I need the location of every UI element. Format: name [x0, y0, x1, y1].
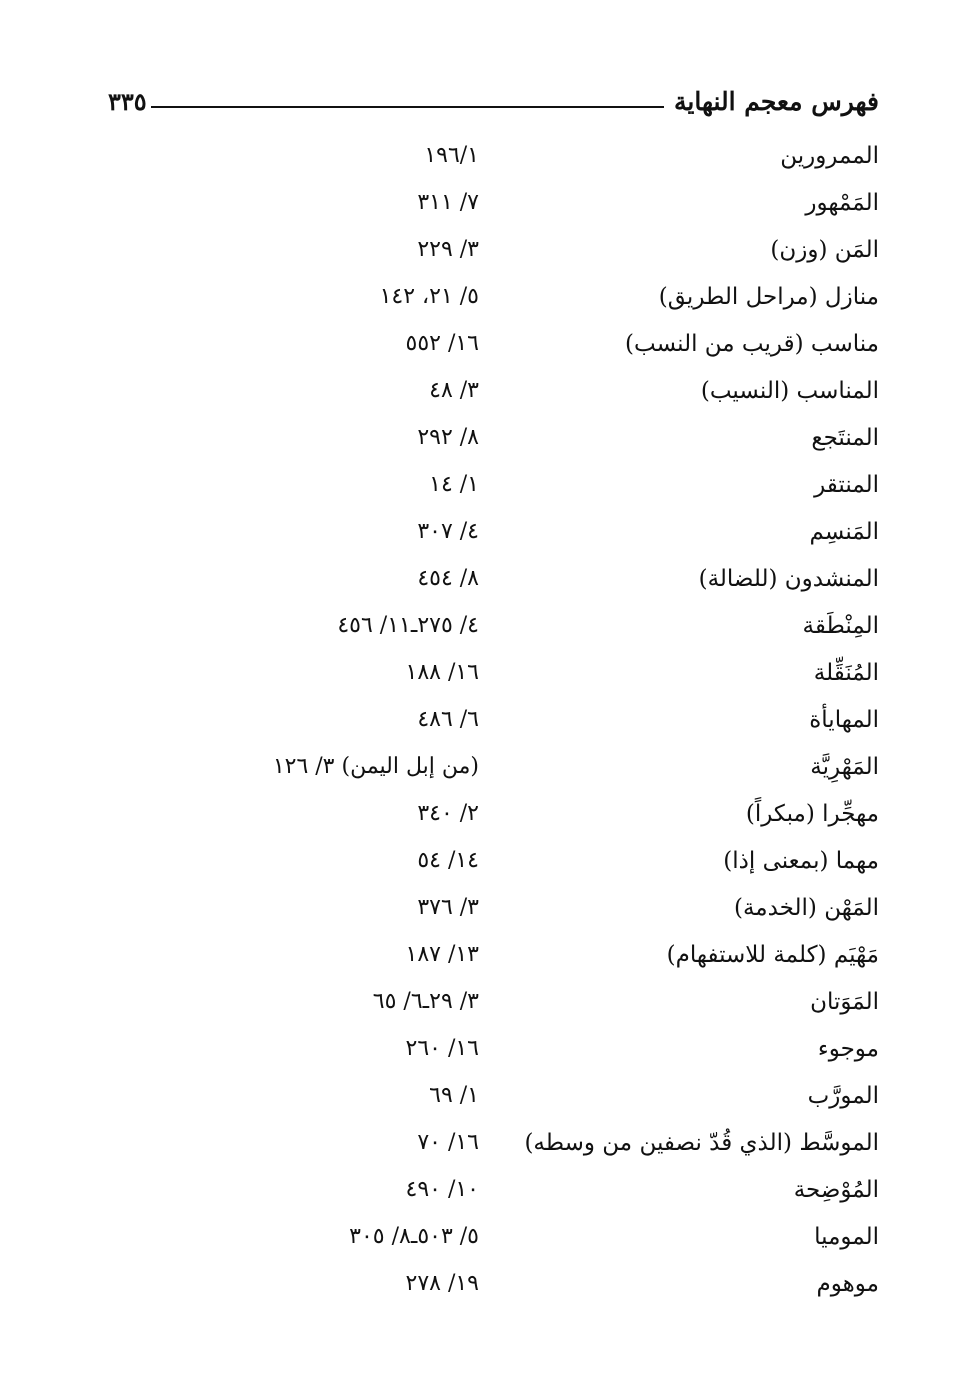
- entry-reference: ١٦/ ٧٠: [417, 1130, 479, 1155]
- entry-term: موهوم: [816, 1270, 879, 1297]
- index-entries: [80, 132, 879, 1307]
- entry-term: المنتَجع: [811, 424, 879, 451]
- index-entry: [80, 179, 879, 226]
- entry-reference: ٨/ ٤٥٤: [417, 566, 479, 591]
- index-entry: [80, 132, 879, 179]
- entry-reference: ٧/ ٣١١: [417, 190, 479, 215]
- index-entry: [80, 931, 879, 978]
- entry-reference: ١٤/ ٥٤: [417, 848, 479, 873]
- entry-term: المناسب (النسيب): [700, 377, 879, 404]
- entry-reference: ٣/ ٢٢٩: [417, 237, 479, 262]
- entry-reference: ١٠/ ٤٩٠: [405, 1177, 479, 1202]
- entry-reference: ١٣/ ١٨٧: [405, 942, 479, 967]
- entry-term: المُنَقِّلة: [813, 659, 879, 686]
- entry-reference: ٤/ ٢٧٥ـ١١/ ٤٥٦: [337, 613, 479, 638]
- index-entry: [80, 978, 879, 1025]
- entry-term: المنشدون (للضالة): [698, 565, 879, 592]
- entry-term: الممرورين: [780, 142, 879, 169]
- entry-reference: ٦/ ٤٨٦: [417, 707, 479, 732]
- page-number: ٣٣٥: [108, 87, 147, 116]
- entry-reference: ١٦/ ١٨٨: [405, 660, 479, 685]
- entry-term: موجوء: [817, 1035, 879, 1062]
- index-entry: [80, 790, 879, 837]
- entry-reference: ١٦/ ٥٥٢: [405, 331, 479, 356]
- index-entry: [80, 555, 879, 602]
- entry-term: المنتقر: [814, 471, 879, 498]
- index-entry: [80, 414, 879, 461]
- entry-reference: ١٦/ ٢٦٠: [405, 1036, 479, 1061]
- entry-term: الموسَّط (الذي قُدّ نصفين من وسطه): [524, 1129, 879, 1156]
- index-entry: [80, 320, 879, 367]
- entry-term: المِنْطَقة: [802, 612, 879, 639]
- entry-term: مَهْيَم (كلمة للاستفهام): [666, 941, 879, 968]
- entry-term: المُوْضِحة: [793, 1176, 879, 1203]
- entry-reference: ١٩/ ٢٧٨: [405, 1271, 479, 1296]
- index-entry: [80, 837, 879, 884]
- entry-term: المورَّب: [807, 1082, 879, 1109]
- entry-reference: ٢/ ٣٤٠: [417, 801, 479, 826]
- entry-term: مهجِّرا (مبكراً): [745, 800, 879, 827]
- entry-reference: ٨/ ٢٩٢: [417, 425, 479, 450]
- entry-term: مناسب (قريب من النسب): [625, 330, 879, 357]
- entry-reference: ١/ ٦٩: [429, 1083, 479, 1108]
- header-title: فهرس معجم النهاية: [673, 87, 879, 116]
- index-entry: [80, 1166, 879, 1213]
- index-entry: [80, 743, 879, 790]
- index-entry: [80, 1119, 879, 1166]
- entry-reference: ٤/ ٣٠٧: [417, 519, 479, 544]
- entry-reference: ٥/ ٢١، ١٤٢: [379, 284, 479, 309]
- entry-reference: ١/ ١٤: [429, 472, 479, 497]
- index-entry: [80, 1260, 879, 1307]
- index-entry: [80, 367, 879, 414]
- entry-term: المَن (وزن): [770, 236, 879, 263]
- entry-reference: ٣/ ٢٩ـ٦/ ٦٥: [372, 989, 479, 1014]
- entry-reference: (من إبل اليمن) ٣/ ١٢٦: [272, 754, 479, 779]
- index-entry: [80, 226, 879, 273]
- index-entry: [80, 461, 879, 508]
- entry-reference: ٣/ ٤٨: [429, 378, 479, 403]
- index-entry: [80, 884, 879, 931]
- index-entry: [80, 1025, 879, 1072]
- running-header: [108, 78, 879, 118]
- entry-reference: ١٩٦/١: [424, 143, 479, 168]
- index-entry: [80, 649, 879, 696]
- index-entry: [80, 696, 879, 743]
- entry-term: المَهْن (الخدمة): [733, 894, 879, 921]
- entry-term: مهما (بمعنى إذا): [723, 847, 879, 874]
- index-entry: [80, 273, 879, 320]
- index-entry: [80, 1213, 879, 1260]
- entry-term: المَوَتان: [810, 988, 879, 1015]
- entry-term: المهايأة: [809, 706, 879, 733]
- index-entry: [80, 1072, 879, 1119]
- index-entry: [80, 602, 879, 649]
- entry-term: المَمْهور: [805, 189, 879, 216]
- index-entry: [80, 508, 879, 555]
- entry-term: الموميا: [814, 1223, 879, 1250]
- entry-term: المَنسِم: [809, 518, 879, 545]
- entry-term: المَهْرِيَّة: [810, 753, 879, 780]
- entry-reference: ٣/ ٣٧٦: [417, 895, 479, 920]
- entry-term: منازل (مراحل الطريق): [658, 283, 879, 310]
- header-rule: [151, 106, 664, 108]
- entry-reference: ٥/ ٥٠٣ـ٨/ ٣٠٥: [349, 1224, 479, 1249]
